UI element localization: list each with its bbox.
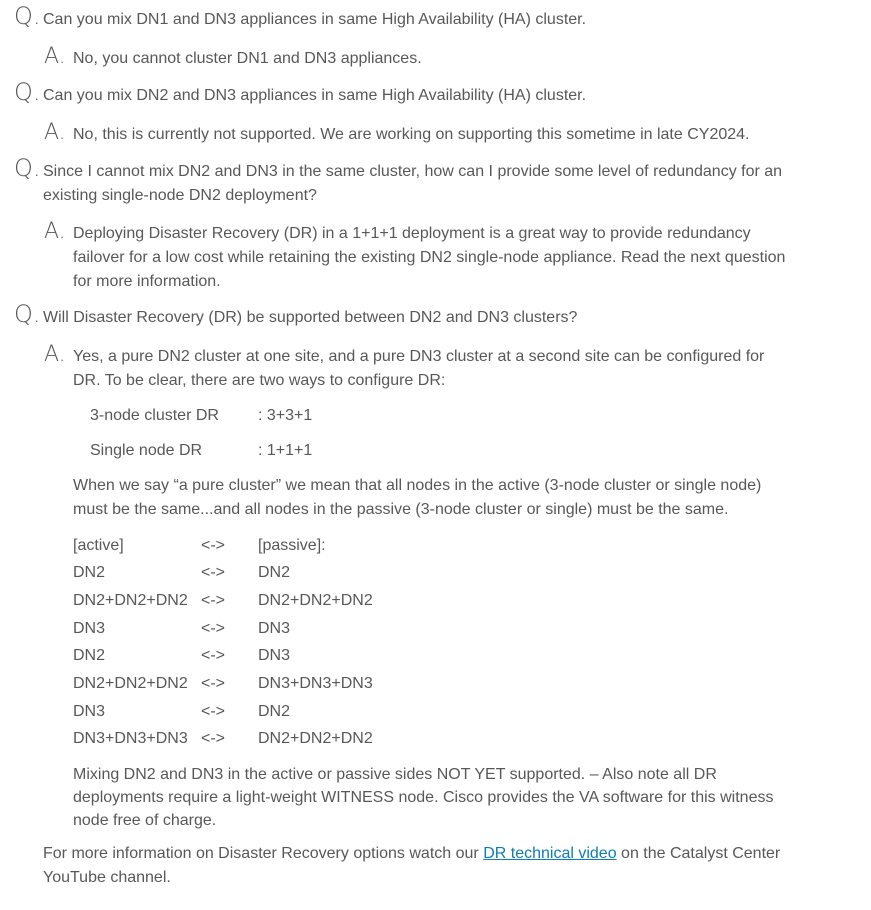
- pair-passive: DN2: [258, 703, 291, 720]
- answer-marker: A.: [44, 44, 66, 69]
- pair-active: DN2: [73, 564, 106, 581]
- mixing-note-line-2: deployments require a light-weight WITNESS node. Cisco provides the VA software for this witness: [73, 789, 774, 806]
- pair-passive: DN3+DN3+DN3: [258, 675, 373, 692]
- question-marker: Q.: [14, 154, 41, 182]
- footer-line-1: [43, 842, 780, 866]
- pair-arrow: <->: [201, 730, 226, 747]
- footer-note: [43, 842, 843, 892]
- dr-option-name: 3-node cluster DR: [90, 407, 219, 424]
- pair-passive: DN2+DN2+DN2: [258, 730, 373, 747]
- pure-note-line-2: must be the same...and all nodes in the passive (3-node cluster or single) must be the same.: [73, 501, 729, 518]
- footer-text-before: For more information on Disaster Recovery options watch our: [43, 845, 484, 862]
- question-marker: Q.: [14, 78, 41, 106]
- pair-arrow: <->: [201, 675, 226, 692]
- pair-active: DN3: [73, 620, 106, 637]
- answer-marker: A.: [44, 342, 66, 367]
- question-marker: Q.: [14, 2, 41, 30]
- pair-active: DN2+DN2+DN2: [73, 592, 188, 609]
- answer-text-line-1: Yes, a pure DN2 cluster at one site, and a pure DN3 cluster at a second site can be configured for: [73, 348, 765, 365]
- pair-passive: DN2+DN2+DN2: [258, 592, 373, 609]
- pair-arrow: <->: [201, 647, 226, 664]
- pair-arrow: <->: [201, 592, 226, 609]
- question-text: Can you mix DN1 and DN3 appliances in same High Availability (HA) cluster.: [43, 11, 587, 28]
- dr-option-value: : 1+1+1: [258, 442, 313, 459]
- mixing-note-line-3: node free of charge.: [73, 812, 217, 829]
- pair-active: DN3: [73, 703, 106, 720]
- pair-active: DN2+DN2+DN2: [73, 675, 188, 692]
- mixing-note-line-1: Mixing DN2 and DN3 in the active or passive sides NOT YET supported. – Also note all DR: [73, 766, 717, 783]
- pair-active: DN3+DN3+DN3: [73, 730, 188, 747]
- footer-text-after: on the Catalyst Center: [616, 845, 781, 862]
- pair-passive: DN3: [258, 647, 291, 664]
- dr-option-value: : 3+3+1: [258, 407, 313, 424]
- answer-text-line-2: DR. To be clear, there are two ways to configure DR:: [73, 372, 446, 389]
- pair-arrow: <->: [201, 537, 226, 554]
- question-text-line-2: existing single-node DN2 deployment?: [43, 187, 317, 204]
- pair-passive: DN3: [258, 620, 291, 637]
- pair-passive: [passive]:: [258, 537, 326, 554]
- pair-passive: DN2: [258, 564, 291, 581]
- answer-text-line-1: Deploying Disaster Recovery (DR) in a 1+1+1 deployment is a great way to provide redundancy: [73, 225, 751, 242]
- pair-active: [active]: [73, 537, 124, 554]
- dr-option-name: Single node DR: [90, 442, 203, 459]
- answer-text-line-2: failover for a low cost while retaining the existing DN2 single-node appliance. Read the next question: [73, 249, 786, 266]
- question-text: Will Disaster Recovery (DR) be supported between DN2 and DN3 clusters?: [43, 309, 578, 326]
- answer-4: [44, 342, 864, 835]
- answer-text: No, this is currently not supported. We are working on supporting this sometime in late CY2024.: [73, 126, 750, 143]
- answer-text-line-3: for more information.: [73, 273, 221, 290]
- pair-active: DN2: [73, 647, 106, 664]
- pair-arrow: <->: [201, 620, 226, 637]
- dr-technical-video-link[interactable]: DR technical video: [483, 845, 617, 862]
- answer-marker: A.: [44, 219, 66, 244]
- question-text: Can you mix DN2 and DN3 appliances in same High Availability (HA) cluster.: [43, 87, 587, 104]
- pair-arrow: <->: [201, 564, 226, 581]
- answer-marker: A.: [44, 120, 66, 145]
- pair-arrow: <->: [201, 703, 226, 720]
- answer-text: No, you cannot cluster DN1 and DN3 appliances.: [73, 50, 422, 67]
- footer-line-2: YouTube channel.: [43, 869, 171, 886]
- pure-note-line-1: When we say “a pure cluster” we mean that all nodes in the active (3-node cluster or single node): [73, 477, 762, 494]
- question-marker: Q.: [14, 300, 41, 328]
- question-text-line-1: Since I cannot mix DN2 and DN3 in the same cluster, how can I provide some level of redundancy for an: [43, 163, 783, 180]
